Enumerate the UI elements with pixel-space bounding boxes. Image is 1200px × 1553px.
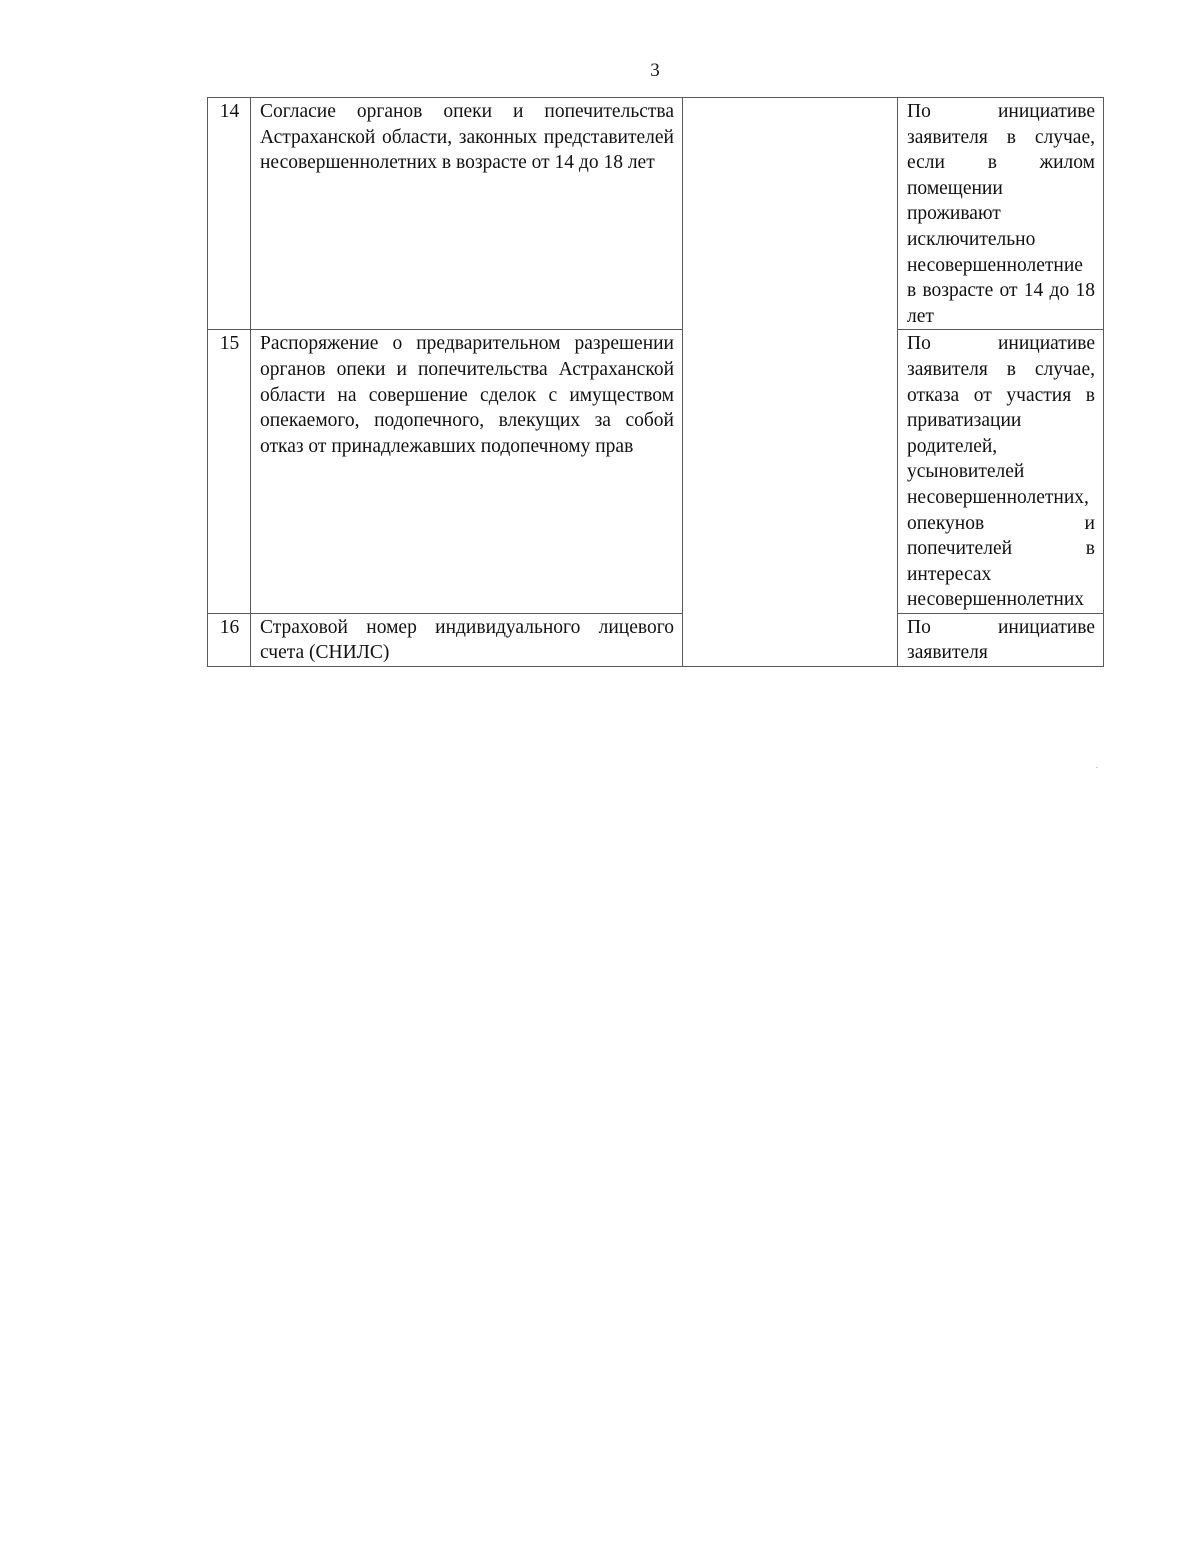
documents-table xyxy=(207,97,1104,667)
submission-note: По инициативе заявителя в случае, если в жилом помещении проживают исключительно несовершеннолетние в возрасте от 14 до 18 лет xyxy=(898,98,1104,330)
empty-merged-cell xyxy=(683,98,898,667)
table-row xyxy=(208,98,1104,330)
document-name: Согласие органов опеки и попечительства Астраханской области, законных представителей несовершеннолетних в возрасте от 14 до 18 лет xyxy=(251,98,683,330)
row-number: 14 xyxy=(208,98,251,330)
scan-artifact xyxy=(1096,767,1098,768)
table-row xyxy=(208,330,1104,614)
submission-note: По инициативе заявителя xyxy=(898,613,1104,666)
submission-note: По инициативе заявителя в случае, отказа от участия в приватизации родителей, усыновителей несовершеннолетних, опекунов и попечителей в интересах несовершеннолетних xyxy=(898,330,1104,614)
document-name: Распоряжение о предварительном разрешении органов опеки и попечительства Астраханской области на совершение сделок с имуществом опекаемого, подопечного, влекущих за собой отказ от принадлежавших подопечному прав xyxy=(251,330,683,614)
page-number: 3 xyxy=(650,60,660,81)
row-number: 15 xyxy=(208,330,251,614)
table-row xyxy=(208,613,1104,666)
row-number: 16 xyxy=(208,613,251,666)
document-name: Страховой номер индивидуального лицевого счета (СНИЛС) xyxy=(251,613,683,666)
